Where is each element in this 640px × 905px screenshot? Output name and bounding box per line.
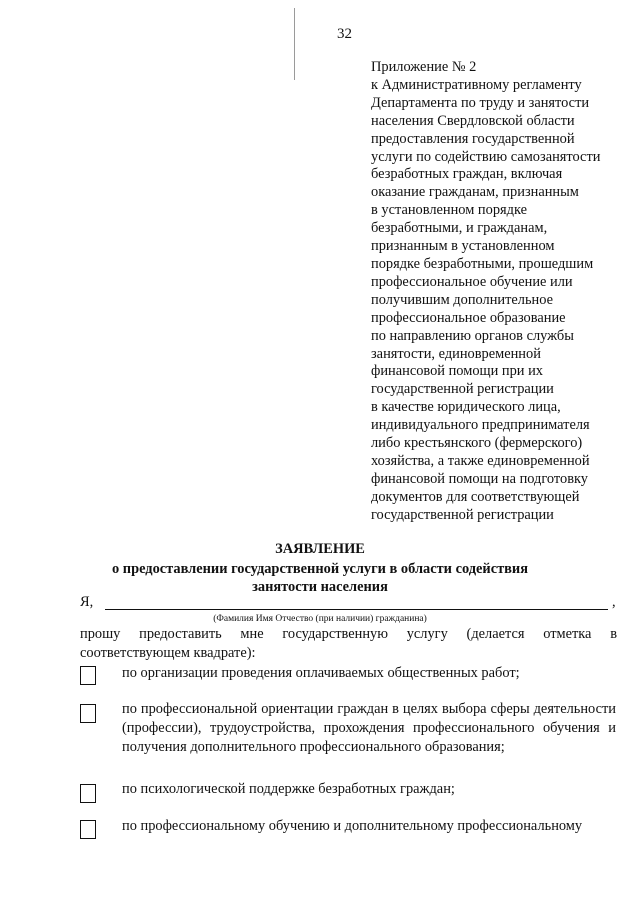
appendix-line: государственной регистрации [371, 506, 554, 523]
appendix-line: в качестве юридического лица, [371, 399, 561, 416]
page-number: 32 [337, 26, 352, 42]
appendix-line: порядке безработными, прошедшим [371, 255, 594, 272]
option-checkbox[interactable] [80, 704, 96, 723]
appendix-line: услуги по содействию самозанятости [371, 148, 601, 165]
document-title: ЗАЯВЛЕНИЕ [275, 541, 365, 557]
applicant-prefix: Я, [80, 594, 94, 610]
appendix-line: профессиональное образование [371, 309, 566, 326]
request-text: прошу предоставить мне государственную услугу (делается отметка в соответствующем квадрате): [80, 626, 617, 661]
appendix-line: признанным в установленном [371, 238, 555, 255]
appendix-line: хозяйства, а также единовременной [371, 452, 590, 469]
option-checkbox[interactable] [80, 666, 96, 685]
appendix-line: Департамента по труду и занятости [371, 94, 590, 111]
appendix-line: безработными, и гражданам, [371, 220, 548, 237]
appendix-line: к Административному регламенту [371, 76, 582, 93]
document-subtitle: о предоставлении государственной услуги в области содействия [112, 561, 528, 577]
applicant-name-row [80, 594, 625, 614]
option-checkbox[interactable] [80, 784, 96, 803]
applicant-name-field[interactable] [105, 609, 608, 610]
appendix-line: безработных граждан, включая [371, 166, 563, 183]
document-subtitle: занятости населения [252, 579, 388, 595]
appendix-line: Приложение № 2 [371, 59, 477, 75]
appendix-line: занятости, единовременной [371, 345, 541, 362]
appendix-line: оказание гражданам, признанным [371, 184, 579, 201]
option-label: по профессиональному обучению и дополнительному профессиональному [122, 818, 583, 834]
appendix-line: индивидуального предпринимателя [371, 417, 590, 434]
appendix-line: финансовой помощи на подготовку [371, 470, 589, 487]
appendix-line: документов для соответствующей [371, 488, 580, 505]
appendix-line: финансовой помощи при их [371, 363, 543, 380]
option-label: по профессиональной ориентации граждан в целях выбора сферы деятельности (профессии), трудоустройства, прохождения профессионального обучения и получения дополнительного профессионального образования; [122, 701, 616, 755]
appendix-line: по направлению органов службы [371, 327, 574, 344]
appendix-line: населения Свердловской области [371, 112, 575, 129]
appendix-line: предоставления государственной [371, 130, 575, 147]
appendix-line: государственной регистрации [371, 381, 554, 398]
appendix-header [371, 59, 633, 525]
applicant-suffix: , [612, 594, 616, 610]
option-label: по психологической поддержке безработных граждан; [122, 781, 455, 797]
scan-margin-line [294, 8, 295, 80]
applicant-name-caption: (Фамилия Имя Отчество (при наличии) гражданина) [213, 614, 427, 624]
appendix-line: получившим дополнительное [371, 291, 553, 308]
appendix-line: либо крестьянского (фермерского) [371, 435, 583, 452]
appendix-line: профессиональное обучение или [371, 273, 573, 290]
appendix-line: в установленном порядке [371, 202, 527, 219]
option-checkbox[interactable] [80, 820, 96, 839]
option-label: по организации проведения оплачиваемых общественных работ; [122, 665, 520, 681]
